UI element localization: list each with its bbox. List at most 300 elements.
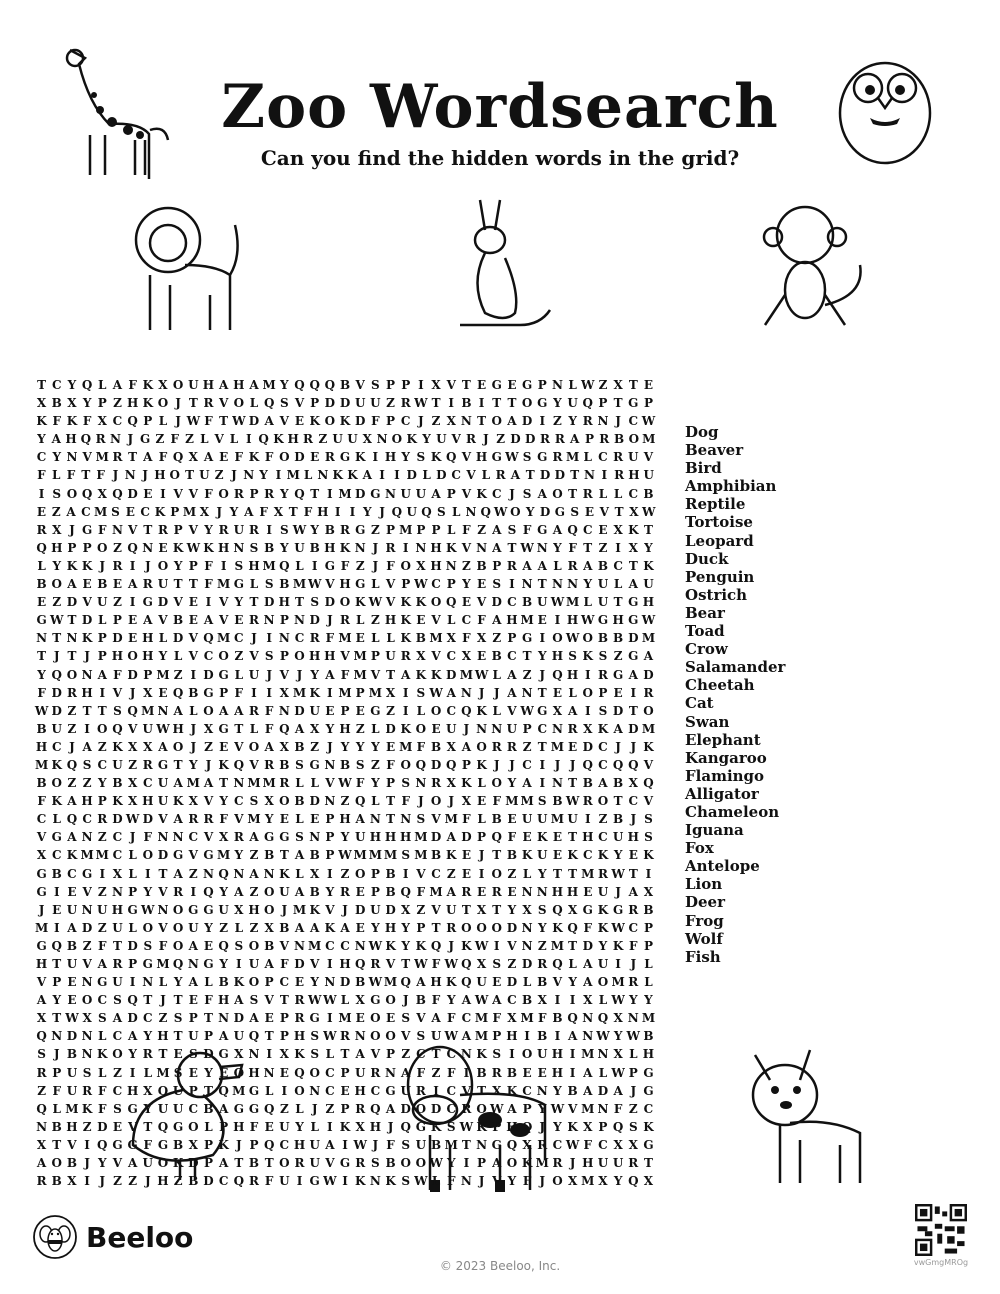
grid-letter[interactable]: G [628, 595, 639, 610]
grid-letter[interactable]: Q [248, 1029, 260, 1044]
grid-letter[interactable]: F [537, 1011, 547, 1026]
grid-letter[interactable]: K [506, 1083, 518, 1098]
grid-letter[interactable]: P [52, 1065, 62, 1080]
grid-letter[interactable]: M [520, 794, 534, 809]
grid-letter[interactable]: G [491, 1137, 502, 1152]
grid-letter[interactable]: T [81, 468, 91, 483]
grid-letter[interactable]: N [551, 577, 563, 592]
grid-letter[interactable]: K [347, 468, 358, 483]
grid-letter[interactable]: O [354, 866, 366, 881]
grid-letter[interactable]: J [630, 739, 637, 754]
grid-letter[interactable]: L [173, 649, 183, 664]
grid-letter[interactable]: S [310, 595, 320, 610]
grid-letter[interactable]: M [444, 1137, 458, 1152]
grid-letter[interactable]: N [491, 721, 503, 736]
grid-letter[interactable]: E [128, 613, 138, 628]
grid-letter[interactable]: S [628, 1119, 638, 1134]
grid-letter[interactable]: X [36, 396, 47, 411]
grid-letter[interactable]: R [340, 522, 351, 537]
grid-letter[interactable]: U [400, 486, 411, 501]
grid-letter[interactable]: P [170, 504, 180, 519]
grid-letter[interactable]: B [264, 848, 275, 863]
grid-letter[interactable]: X [36, 848, 47, 863]
grid-letter[interactable]: R [294, 993, 305, 1008]
grid-letter[interactable]: P [643, 920, 653, 935]
grid-letter[interactable]: R [203, 812, 214, 827]
grid-letter[interactable]: O [385, 1029, 396, 1044]
grid-letter[interactable]: A [188, 938, 198, 953]
grid-letter[interactable]: N [597, 1047, 609, 1062]
grid-letter[interactable]: A [583, 558, 593, 573]
grid-letter[interactable]: L [234, 667, 244, 682]
grid-letter[interactable]: D [51, 703, 62, 718]
grid-letter[interactable]: T [552, 866, 562, 881]
grid-letter[interactable]: N [263, 1065, 275, 1080]
grid-letter[interactable]: E [188, 613, 198, 628]
grid-letter[interactable]: Z [522, 667, 532, 682]
grid-letter[interactable]: M [565, 450, 580, 465]
grid-letter[interactable]: X [416, 649, 426, 664]
grid-letter[interactable]: V [112, 685, 123, 700]
grid-letter[interactable]: Z [537, 938, 547, 953]
grid-letter[interactable]: C [294, 631, 305, 646]
grid-letter[interactable]: L [310, 1119, 319, 1134]
grid-letter[interactable]: C [461, 613, 472, 628]
grid-letter[interactable]: N [81, 975, 93, 990]
grid-letter[interactable]: D [112, 812, 123, 827]
grid-letter[interactable]: M [141, 703, 155, 718]
grid-letter[interactable]: Q [446, 595, 457, 610]
grid-letter[interactable]: W [550, 1101, 565, 1116]
grid-letter[interactable]: A [294, 848, 305, 863]
grid-letter[interactable]: Y [401, 450, 410, 465]
grid-letter[interactable]: Y [219, 794, 228, 809]
grid-letter[interactable]: I [645, 866, 652, 881]
grid-letter[interactable]: B [173, 1137, 184, 1152]
grid-letter[interactable]: X [431, 378, 441, 392]
grid-letter[interactable]: E [112, 1119, 123, 1134]
grid-letter[interactable]: Z [416, 902, 426, 917]
grid-letter[interactable]: F [340, 667, 350, 682]
grid-letter[interactable]: H [627, 830, 639, 845]
grid-letter[interactable]: N [521, 938, 533, 953]
grid-letter[interactable]: O [263, 884, 275, 899]
grid-letter[interactable]: C [416, 1047, 426, 1062]
grid-letter[interactable]: J [296, 667, 303, 682]
grid-letter[interactable]: T [279, 993, 289, 1008]
grid-letter[interactable]: F [82, 414, 92, 429]
grid-letter[interactable]: X [143, 739, 153, 754]
grid-letter[interactable]: Y [568, 975, 577, 990]
grid-letter[interactable]: R [554, 432, 565, 447]
grid-letter[interactable]: Q [112, 486, 123, 501]
grid-letter[interactable]: H [642, 595, 655, 610]
grid-letter[interactable]: V [218, 595, 229, 610]
grid-letter[interactable]: Z [113, 595, 122, 610]
grid-letter[interactable]: W [611, 1065, 625, 1080]
grid-letter[interactable]: P [128, 957, 138, 971]
grid-letter[interactable]: K [643, 739, 654, 754]
grid-letter[interactable]: G [127, 1137, 138, 1152]
grid-letter[interactable]: L [158, 631, 168, 646]
grid-letter[interactable]: B [430, 1137, 442, 1152]
grid-letter[interactable]: R [491, 1065, 502, 1080]
grid-letter[interactable]: K [567, 848, 578, 863]
grid-letter[interactable]: U [612, 1156, 624, 1171]
grid-letter[interactable]: S [295, 757, 304, 772]
grid-letter[interactable]: I [342, 1174, 348, 1189]
grid-letter[interactable]: J [311, 1101, 318, 1116]
grid-letter[interactable]: X [82, 1011, 92, 1026]
grid-letter[interactable]: C [325, 938, 335, 953]
grid-letter[interactable]: N [476, 540, 488, 555]
grid-letter[interactable]: Z [370, 613, 380, 628]
grid-letter[interactable]: X [234, 1047, 244, 1062]
grid-letter[interactable]: B [385, 866, 396, 881]
grid-letter[interactable]: X [522, 902, 532, 917]
grid-letter[interactable]: A [492, 993, 502, 1008]
grid-letter[interactable]: Y [158, 649, 168, 664]
grid-letter[interactable]: K [400, 631, 411, 646]
grid-letter[interactable]: R [233, 830, 244, 845]
grid-letter[interactable]: I [463, 1065, 470, 1080]
grid-letter[interactable]: X [476, 957, 487, 971]
grid-letter[interactable]: C [643, 1101, 654, 1116]
grid-letter[interactable]: P [128, 884, 138, 899]
grid-letter[interactable]: W [611, 993, 625, 1008]
grid-letter[interactable]: U [643, 577, 654, 592]
grid-letter[interactable]: J [615, 739, 621, 754]
grid-letter[interactable]: N [263, 613, 275, 628]
grid-letter[interactable]: Q [51, 667, 62, 682]
grid-letter[interactable]: M [520, 1011, 534, 1026]
grid-letter[interactable]: P [279, 1029, 289, 1044]
grid-letter[interactable]: D [406, 468, 417, 483]
grid-letter[interactable]: V [127, 1119, 138, 1134]
grid-letter[interactable]: R [582, 794, 593, 809]
grid-letter[interactable]: F [52, 1083, 62, 1098]
grid-letter[interactable]: X [446, 631, 456, 646]
grid-letter[interactable]: X [52, 522, 62, 537]
grid-letter[interactable]: T [67, 613, 77, 628]
grid-letter[interactable]: A [416, 975, 426, 990]
grid-letter[interactable]: L [568, 685, 577, 700]
grid-letter[interactable]: Q [491, 830, 502, 845]
grid-letter[interactable]: F [98, 938, 107, 953]
grid-letter[interactable]: V [507, 703, 517, 718]
grid-letter[interactable]: S [264, 649, 274, 664]
grid-letter[interactable]: E [355, 884, 365, 899]
grid-letter[interactable]: R [97, 812, 108, 827]
grid-letter[interactable]: M [308, 938, 322, 953]
grid-letter[interactable]: A [249, 378, 259, 392]
grid-letter[interactable]: T [568, 866, 578, 881]
grid-letter[interactable]: N [278, 631, 290, 646]
grid-letter[interactable]: X [143, 1083, 153, 1098]
grid-letter[interactable]: W [581, 378, 595, 392]
grid-letter[interactable]: Q [127, 540, 138, 555]
grid-letter[interactable]: N [415, 540, 427, 555]
grid-letter[interactable]: F [204, 993, 213, 1008]
grid-letter[interactable]: M [611, 975, 625, 990]
grid-letter[interactable]: O [370, 1011, 381, 1026]
grid-letter[interactable]: I [266, 685, 272, 700]
grid-letter[interactable]: X [158, 378, 168, 392]
grid-letter[interactable]: G [203, 957, 214, 971]
grid-letter[interactable]: D [521, 414, 533, 429]
grid-letter[interactable]: J [630, 812, 637, 827]
grid-letter[interactable]: O [309, 1065, 320, 1080]
grid-letter[interactable]: C [431, 866, 441, 881]
grid-letter[interactable]: Q [36, 1029, 47, 1044]
grid-letter[interactable]: V [325, 1156, 335, 1171]
grid-letter[interactable]: Z [128, 757, 137, 772]
grid-letter[interactable]: T [173, 1029, 183, 1044]
grid-letter[interactable]: N [157, 902, 169, 917]
grid-letter[interactable]: U [597, 577, 609, 592]
grid-letter[interactable]: X [203, 721, 214, 736]
grid-letter[interactable]: X [628, 540, 638, 555]
grid-letter[interactable]: H [384, 920, 397, 935]
grid-letter[interactable]: W [186, 540, 201, 555]
grid-letter[interactable]: U [567, 812, 578, 827]
grid-letter[interactable]: F [416, 739, 426, 754]
grid-letter[interactable]: G [612, 667, 624, 682]
grid-letter[interactable]: A [218, 378, 229, 392]
grid-letter[interactable]: V [466, 468, 476, 483]
grid-letter[interactable]: K [248, 450, 260, 465]
grid-letter[interactable]: J [554, 757, 561, 772]
grid-letter[interactable]: R [567, 558, 578, 573]
grid-letter[interactable]: W [414, 957, 428, 971]
grid-letter[interactable]: J [99, 1174, 106, 1189]
grid-letter[interactable]: O [233, 396, 245, 411]
grid-letter[interactable]: M [429, 631, 443, 646]
grid-letter[interactable]: M [338, 685, 352, 700]
grid-letter[interactable]: B [430, 848, 442, 863]
grid-letter[interactable]: J [418, 794, 424, 809]
grid-letter[interactable]: I [402, 866, 409, 881]
grid-letter[interactable]: Q [521, 1119, 533, 1134]
grid-letter[interactable]: P [325, 830, 335, 845]
grid-letter[interactable]: M [368, 848, 383, 863]
grid-letter[interactable]: N [124, 468, 136, 483]
grid-letter[interactable]: V [203, 830, 214, 845]
grid-letter[interactable]: O [142, 848, 154, 863]
grid-letter[interactable]: T [628, 703, 638, 718]
grid-letter[interactable]: O [415, 1101, 427, 1116]
grid-letter[interactable]: B [385, 1156, 396, 1171]
grid-letter[interactable]: V [325, 902, 335, 917]
grid-letter[interactable]: E [203, 938, 214, 953]
grid-letter[interactable]: Y [371, 739, 380, 754]
grid-letter[interactable]: Z [173, 1174, 183, 1189]
grid-letter[interactable]: R [355, 1156, 366, 1171]
grid-letter[interactable]: F [37, 685, 46, 700]
grid-letter[interactable]: T [525, 468, 535, 483]
grid-letter[interactable]: A [567, 1029, 578, 1044]
grid-letter[interactable]: C [203, 649, 214, 664]
grid-letter[interactable]: U [112, 975, 123, 990]
grid-letter[interactable]: B [491, 649, 502, 664]
grid-letter[interactable]: O [66, 667, 78, 682]
grid-letter[interactable]: T [386, 794, 395, 809]
grid-letter[interactable]: H [126, 396, 139, 411]
grid-letter[interactable]: C [112, 848, 123, 863]
grid-letter[interactable]: I [38, 486, 45, 501]
grid-letter[interactable]: B [522, 993, 533, 1008]
grid-letter[interactable]: U [157, 1101, 169, 1116]
grid-letter[interactable]: B [66, 1047, 77, 1062]
grid-letter[interactable]: O [400, 757, 411, 772]
grid-letter[interactable]: A [127, 1156, 138, 1171]
grid-letter[interactable]: B [613, 812, 624, 827]
grid-letter[interactable]: E [67, 975, 77, 990]
grid-letter[interactable]: I [349, 504, 356, 519]
grid-letter[interactable]: O [51, 577, 62, 592]
grid-letter[interactable]: B [552, 1011, 563, 1026]
grid-letter[interactable]: F [128, 378, 137, 392]
grid-letter[interactable]: X [628, 776, 638, 791]
grid-letter[interactable]: Q [582, 757, 593, 772]
grid-letter[interactable]: Y [82, 396, 92, 411]
grid-letter[interactable]: X [143, 685, 153, 700]
grid-letter[interactable]: P [355, 685, 365, 700]
grid-letter[interactable]: A [173, 812, 183, 827]
grid-letter[interactable]: T [628, 558, 638, 573]
grid-letter[interactable]: A [203, 450, 214, 465]
grid-letter[interactable]: O [521, 1047, 533, 1062]
grid-letter[interactable]: R [461, 884, 472, 899]
grid-letter[interactable]: D [385, 902, 396, 917]
grid-letter[interactable]: P [537, 378, 547, 392]
grid-letter[interactable]: E [219, 1065, 229, 1080]
grid-letter[interactable]: A [188, 975, 198, 990]
grid-letter[interactable]: U [385, 649, 396, 664]
grid-letter[interactable]: H [287, 432, 299, 447]
grid-letter[interactable]: I [394, 468, 400, 483]
grid-letter[interactable]: L [613, 577, 623, 592]
grid-letter[interactable]: M [338, 1011, 352, 1026]
grid-letter[interactable]: D [525, 432, 536, 447]
grid-letter[interactable]: A [244, 504, 254, 519]
grid-letter[interactable]: S [37, 1047, 46, 1062]
grid-letter[interactable]: T [492, 396, 502, 411]
grid-letter[interactable]: N [243, 468, 255, 483]
grid-letter[interactable]: G [203, 902, 214, 917]
grid-letter[interactable]: B [339, 757, 351, 772]
grid-letter[interactable]: W [125, 812, 140, 827]
grid-letter[interactable]: F [386, 757, 395, 772]
grid-letter[interactable]: I [129, 595, 136, 610]
grid-letter[interactable]: V [370, 1047, 381, 1062]
grid-letter[interactable]: O [339, 595, 351, 610]
grid-letter[interactable]: U [567, 396, 578, 411]
grid-letter[interactable]: E [416, 613, 426, 628]
grid-letter[interactable]: E [584, 504, 595, 519]
grid-letter[interactable]: C [112, 1083, 123, 1098]
grid-letter[interactable]: Y [553, 1083, 562, 1098]
grid-letter[interactable]: L [128, 920, 137, 935]
grid-letter[interactable]: U [354, 1065, 366, 1080]
grid-letter[interactable]: D [66, 1029, 78, 1044]
grid-letter[interactable]: N [536, 540, 548, 555]
grid-letter[interactable]: O [172, 938, 184, 953]
grid-letter[interactable]: G [324, 558, 335, 573]
grid-letter[interactable]: N [81, 1029, 93, 1044]
grid-letter[interactable]: F [158, 450, 168, 465]
grid-letter[interactable]: U [354, 396, 366, 411]
grid-letter[interactable]: Y [613, 848, 623, 863]
grid-letter[interactable]: Z [496, 432, 505, 447]
grid-letter[interactable]: A [461, 739, 472, 754]
grid-letter[interactable]: E [568, 739, 578, 754]
grid-letter[interactable]: D [294, 957, 305, 971]
grid-letter[interactable]: Y [37, 667, 46, 682]
grid-letter[interactable]: T [461, 902, 471, 917]
grid-letter[interactable]: A [552, 522, 563, 537]
grid-letter[interactable]: P [97, 794, 107, 809]
grid-letter[interactable]: X [446, 739, 456, 754]
grid-letter[interactable]: S [437, 504, 446, 519]
grid-letter[interactable]: M [414, 848, 428, 863]
grid-letter[interactable]: G [173, 848, 184, 863]
grid-letter[interactable]: Y [204, 920, 213, 935]
grid-letter[interactable]: R [355, 1101, 366, 1116]
grid-letter[interactable]: Y [644, 993, 653, 1008]
grid-letter[interactable]: R [82, 1083, 93, 1098]
grid-letter[interactable]: I [524, 1029, 530, 1044]
grid-letter[interactable]: L [568, 957, 577, 971]
grid-letter[interactable]: R [249, 613, 259, 628]
grid-letter[interactable]: A [264, 957, 274, 971]
grid-letter[interactable]: H [309, 649, 321, 664]
grid-letter[interactable]: N [536, 884, 548, 899]
grid-letter[interactable]: J [84, 649, 90, 664]
grid-letter[interactable]: O [248, 938, 260, 953]
grid-letter[interactable]: R [599, 432, 610, 447]
grid-letter[interactable]: Q [279, 721, 290, 736]
grid-letter[interactable]: L [522, 866, 532, 881]
grid-letter[interactable]: U [309, 1137, 320, 1152]
grid-letter[interactable]: F [98, 1083, 107, 1098]
grid-letter[interactable]: N [233, 866, 245, 881]
grid-letter[interactable]: P [386, 522, 396, 537]
grid-letter[interactable]: U [279, 1174, 290, 1189]
grid-letter[interactable]: P [522, 1101, 532, 1116]
grid-letter[interactable]: D [436, 468, 447, 483]
grid-letter[interactable]: K [430, 667, 442, 682]
grid-letter[interactable]: S [401, 1011, 411, 1026]
grid-letter[interactable]: S [507, 522, 517, 537]
grid-letter[interactable]: G [491, 450, 502, 465]
grid-letter[interactable]: A [492, 613, 502, 628]
grid-letter[interactable]: Q [294, 486, 305, 501]
grid-letter[interactable]: M [641, 721, 656, 736]
grid-letter[interactable]: G [643, 1065, 654, 1080]
grid-letter[interactable]: U [188, 378, 199, 392]
grid-letter[interactable]: N [111, 884, 123, 899]
grid-letter[interactable]: R [537, 957, 548, 971]
grid-letter[interactable]: Q [218, 1083, 229, 1098]
grid-letter[interactable]: F [37, 794, 46, 809]
grid-letter[interactable]: Y [143, 1101, 153, 1116]
grid-letter[interactable]: C [598, 739, 608, 754]
grid-letter[interactable]: Q [461, 975, 472, 990]
grid-letter[interactable]: A [613, 1083, 623, 1098]
grid-letter[interactable]: Q [552, 902, 563, 917]
grid-letter[interactable]: T [461, 1137, 471, 1152]
